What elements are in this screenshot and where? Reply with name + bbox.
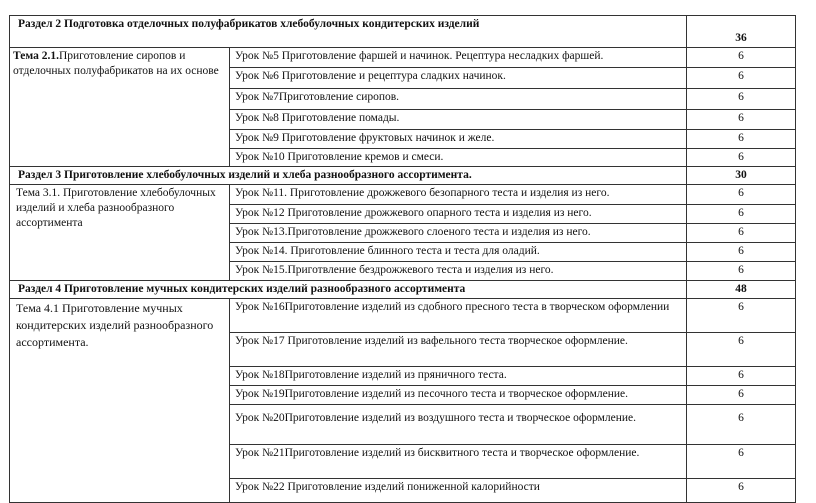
section-title: Раздел 3 Приготовление хлебобулочных изделий и хлеба разнообразного ассортимента. [10,167,687,185]
lesson-cell: Урок №13.Приготовление дрожжевого слоеного теста и изделия из него. [230,224,687,243]
lesson-cell: Урок №22 Приготовление изделий пониженной калорийности [230,479,687,503]
lesson-hours: 6 [687,333,796,367]
table-row [10,48,796,68]
lesson-hours: 6 [687,149,796,167]
lesson-cell: Урок №19Приготовление изделий из песочного теста и творческое оформление. [230,386,687,405]
topic-label: Тема 2.1. [13,50,59,62]
lesson-hours: 6 [687,445,796,479]
lesson-cell: Урок №18Приготовление изделий из пряничного теста. [230,367,687,386]
table-row [10,299,796,333]
lesson-cell: Урок №17 Приготовление изделий из вафельного теста творческое оформление. [230,333,687,367]
lesson-hours: 6 [687,479,796,503]
topic-cell: Тема 4.1 Приготовление мучных кондитерских изделий разнообразного ассортимента. [10,299,230,503]
curriculum-table [9,15,796,503]
table-row [10,185,796,205]
section-title: Раздел 4 Приготовление мучных кондитерских изделий разнообразного ассортимента [10,281,687,299]
lesson-cell: Урок №7Приготовление сиропов. [230,89,687,110]
lesson-hours: 6 [687,299,796,333]
lesson-hours: 6 [687,48,796,68]
lesson-hours: 6 [687,89,796,110]
lesson-cell: Урок №20Приготовление изделий из воздушного теста и творческое оформление. [230,405,687,445]
topic-cell [10,48,230,167]
lesson-hours: 6 [687,224,796,243]
lesson-cell: Урок №9 Приготовление фруктовых начинок и желе. [230,130,687,149]
lesson-cell: Урок №15.Приготвление бездрожжевого теста и изделия из него. [230,262,687,281]
lesson-cell: Урок №21Приготовление изделий из бисквитного теста и творческое оформление. [230,445,687,479]
lesson-cell: Урок №16Приготовление изделий из сдобного пресного теста в творческом оформлении [230,299,687,333]
lesson-cell: Урок №10 Приготовление кремов и смеси. [230,149,687,167]
topic-cell: Тема 3.1. Приготовление хлебобулочных изделий и хлеба разнообразного ассортимента [10,185,230,281]
lesson-cell: Урок №11. Приготовление дрожжевого безопарного теста и изделия из него. [230,185,687,205]
lesson-hours: 6 [687,130,796,149]
section-row [10,281,796,299]
section-title: Раздел 2 Подготовка отделочных полуфабрикатов хлебобулочных кондитерских изделий [10,16,687,48]
lesson-cell: Урок №6 Приготовление и рецептура сладких начинок. [230,68,687,89]
lesson-cell: Урок №5 Приготовление фаршей и начинок. Рецептура несладких фаршей. [230,48,687,68]
lesson-hours: 6 [687,405,796,445]
section-row [10,167,796,185]
lesson-hours: 6 [687,243,796,262]
lesson-hours: 6 [687,205,796,224]
lesson-hours: 6 [687,110,796,130]
lesson-hours: 6 [687,367,796,386]
section-hours: 36 [687,16,796,48]
lesson-cell: Урок №12 Приготовление дрожжевого опарного теста и изделия из него. [230,205,687,224]
lesson-cell: Урок №14. Приготовление блинного теста и теста для оладий. [230,243,687,262]
lesson-hours: 6 [687,68,796,89]
lesson-hours: 6 [687,262,796,281]
section-hours: 48 [687,281,796,299]
topic-text: Приготовление сиропов и отделочных полуфабрикатов на их основе [13,50,219,77]
section-hours: 30 [687,167,796,185]
section-row [10,16,796,48]
lesson-cell: Урок №8 Приготовление помады. [230,110,687,130]
lesson-hours: 6 [687,185,796,205]
lesson-hours: 6 [687,386,796,405]
